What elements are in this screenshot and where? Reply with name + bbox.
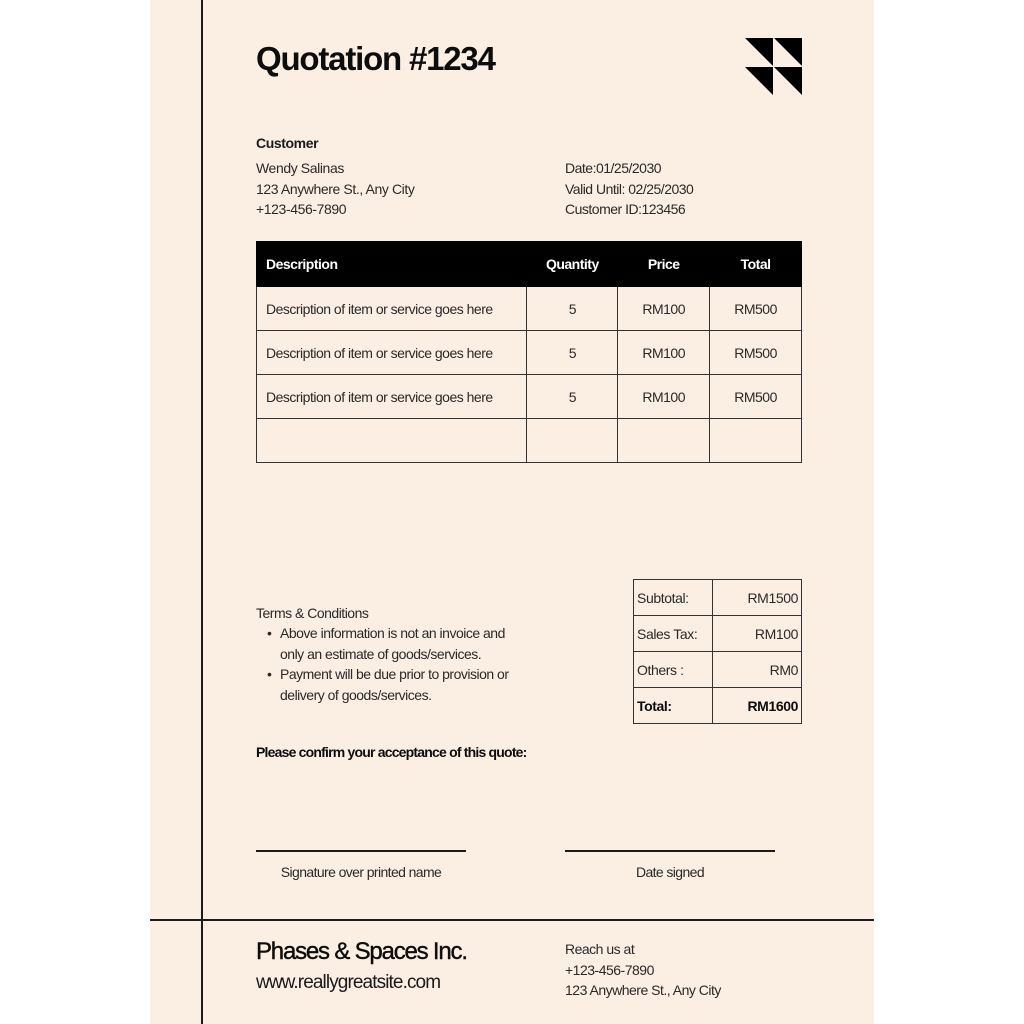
item-description <box>257 419 527 463</box>
subtotal-label: Subtotal: <box>634 580 713 616</box>
item-price: RM100 <box>618 375 710 419</box>
customer-details <box>256 158 414 220</box>
item-total: RM500 <box>710 375 802 419</box>
item-quantity: 5 <box>527 331 618 375</box>
terms-item: • Payment will be due prior to provision or delivery of goods/services. <box>256 664 530 705</box>
contact-info <box>565 939 721 1001</box>
contact-phone: +123-456-7890 <box>565 961 654 978</box>
contact-address: 123 Anywhere St., Any City <box>565 982 721 998</box>
others-value: RM0 <box>713 652 802 688</box>
acceptance-prompt: Please confirm your acceptance of this quote: <box>256 744 527 760</box>
triangles-logo-icon <box>745 38 802 95</box>
customer-heading: Customer <box>256 135 319 151</box>
table-row <box>257 331 802 375</box>
quote-valid-until: Valid Until: 02/25/2030 <box>565 180 694 197</box>
item-price <box>618 419 710 463</box>
grand-total-label: Total: <box>634 688 713 724</box>
item-total: RM500 <box>710 331 802 375</box>
customer-id: Customer ID:123456 <box>565 201 686 217</box>
signature-line[interactable] <box>256 850 466 852</box>
grand-total-row <box>634 688 802 724</box>
item-quantity: 5 <box>527 375 618 419</box>
column-header-quantity: Quantity <box>527 242 618 287</box>
terms-list <box>256 623 530 705</box>
table-row <box>257 375 802 419</box>
item-total: RM500 <box>710 287 802 331</box>
item-price: RM100 <box>618 287 710 331</box>
signature-label: Signature over printed name <box>280 864 442 880</box>
item-description: Description of item or service goes here <box>257 331 527 375</box>
quote-date: Date:01/25/2030 <box>565 160 662 176</box>
vertical-margin-rule <box>201 0 203 1024</box>
terms-item: • Above information is not an invoice and only an estimate of goods/services. <box>256 623 530 664</box>
quote-meta <box>565 158 693 220</box>
item-quantity <box>527 419 618 463</box>
sales-tax-label: Sales Tax: <box>634 616 713 652</box>
subtotal-value: RM1500 <box>713 580 802 616</box>
table-row <box>257 287 802 331</box>
item-description: Description of item or service goes here <box>257 287 527 331</box>
terms-heading: Terms & Conditions <box>256 605 369 621</box>
page-title: Quotation #1234 <box>256 40 495 77</box>
grand-total-value: RM1600 <box>713 688 802 724</box>
contact-heading: Reach us at <box>565 941 635 957</box>
customer-phone: +123-456-7890 <box>256 201 347 217</box>
subtotal-row <box>634 580 802 616</box>
item-price: RM100 <box>618 331 710 375</box>
totals-table <box>633 579 802 724</box>
date-signed-label: Date signed <box>635 864 705 880</box>
column-header-total: Total <box>710 242 802 287</box>
footer-divider-rule <box>150 919 874 921</box>
table-row-empty <box>257 419 802 463</box>
item-total <box>710 419 802 463</box>
item-description: Description of item or service goes here <box>257 375 527 419</box>
sales-tax-value: RM100 <box>713 616 802 652</box>
customer-name: Wendy Salinas <box>256 160 344 176</box>
company-name: Phases & Spaces Inc. <box>256 938 467 965</box>
sales-tax-row <box>634 616 802 652</box>
column-header-description: Description <box>257 242 527 287</box>
column-header-price: Price <box>618 242 710 287</box>
customer-address: 123 Anywhere St., Any City <box>256 180 415 197</box>
item-quantity: 5 <box>527 287 618 331</box>
others-row <box>634 652 802 688</box>
others-label: Others : <box>634 652 713 688</box>
line-items-table <box>256 241 802 463</box>
terms-and-conditions <box>256 603 530 705</box>
table-header-row <box>257 242 802 287</box>
date-signed-line[interactable] <box>565 850 775 852</box>
company-website-link[interactable]: www.reallygreatsite.com <box>256 972 441 993</box>
